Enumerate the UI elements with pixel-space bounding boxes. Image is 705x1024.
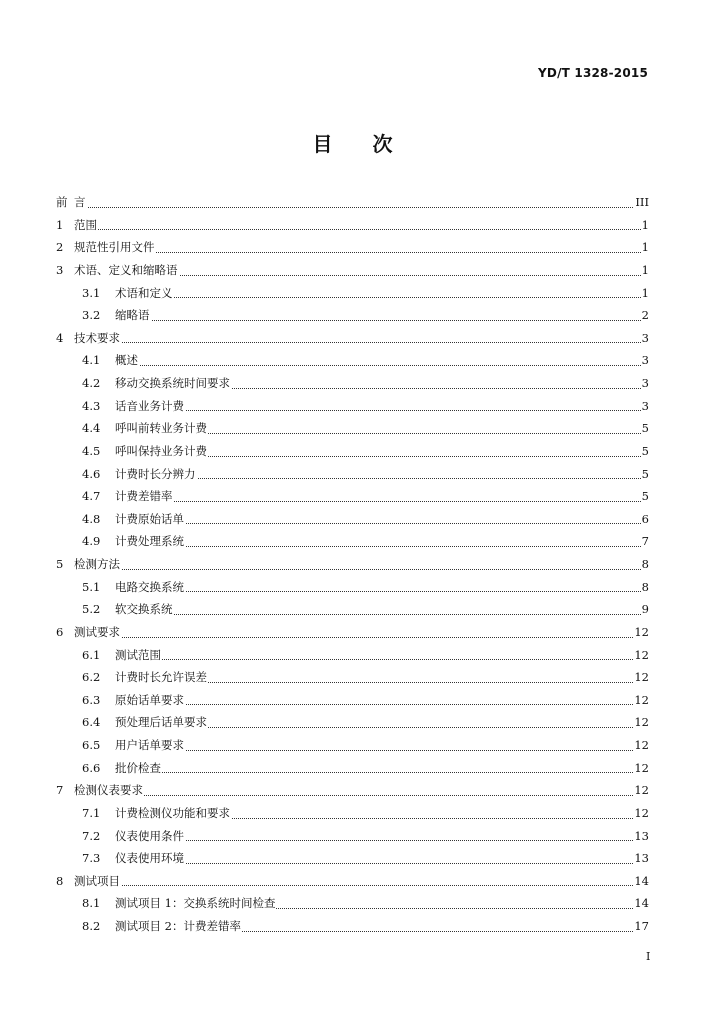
- toc-entry[interactable]: [56, 530, 649, 553]
- toc-entry-number: 3.1: [82, 285, 101, 300]
- toc-entry-heading: [56, 670, 208, 684]
- toc-entry-label: 呼叫保持业务计费: [115, 443, 207, 458]
- toc-entry[interactable]: [56, 395, 649, 418]
- toc-entry[interactable]: [56, 621, 649, 644]
- dot-leader: [56, 568, 649, 570]
- toc-entry[interactable]: [56, 191, 649, 214]
- toc-entry[interactable]: [56, 282, 649, 305]
- toc-entry-number: 3: [56, 262, 64, 277]
- toc-entry-page: 5: [641, 417, 649, 440]
- toc-entry-label: 言: [74, 195, 86, 209]
- dot-leader: [56, 228, 649, 230]
- toc-entry-heading: [56, 648, 162, 662]
- toc-entry-page: 1: [641, 259, 649, 282]
- toc-entry-page: 5: [641, 485, 649, 508]
- toc-entry-label: 计费差错率: [115, 489, 173, 504]
- toc-entry-label: 规范性引用文件: [74, 240, 155, 255]
- toc-entry-page: 3: [641, 327, 649, 350]
- toc-entry[interactable]: [56, 327, 649, 350]
- toc-entry-heading: [56, 263, 179, 277]
- toc-entry-number: 6: [56, 624, 64, 639]
- toc-entry-number: 4.2: [82, 376, 101, 390]
- toc-entry-page: 3: [641, 349, 649, 372]
- toc-entry-page: 1: [641, 236, 649, 259]
- dot-leader: [56, 364, 649, 366]
- toc-entry-label: 话音业务计费: [115, 398, 184, 413]
- toc-entry-label: 测试项目 2：计费差错率: [115, 919, 241, 933]
- toc-entry[interactable]: [56, 485, 649, 508]
- toc-entry-number: 5: [56, 557, 64, 571]
- toc-entry-heading: [56, 331, 121, 345]
- toc-entry[interactable]: [56, 711, 649, 734]
- toc-entry[interactable]: [56, 349, 649, 372]
- toc-entry-heading: [56, 874, 121, 888]
- page-title-part1: 目: [312, 132, 333, 156]
- toc-entry-heading: [56, 444, 208, 458]
- toc-entry[interactable]: [56, 372, 649, 395]
- toc-entry-heading: [56, 308, 151, 322]
- toc-entry-label: 检测方法: [74, 557, 120, 571]
- toc-entry-page: 12: [633, 689, 649, 712]
- toc-entry-heading: [56, 851, 185, 865]
- toc-entry-label: 软交换系统: [115, 602, 173, 617]
- toc-entry-label: 计费检测仪功能和要求: [115, 805, 230, 820]
- toc-entry-heading: [56, 896, 276, 910]
- toc-entry[interactable]: [56, 870, 649, 893]
- dot-leader: [56, 636, 649, 638]
- toc-entry-heading: [56, 534, 185, 548]
- toc-entry-label: 计费时长允许误差: [115, 670, 207, 685]
- toc-entry[interactable]: [56, 915, 649, 938]
- toc-entry[interactable]: [56, 508, 649, 531]
- toc-entry[interactable]: [56, 440, 649, 463]
- toc-entry-heading: [56, 783, 144, 797]
- toc-entry-page: 3: [641, 372, 649, 395]
- toc-entry-label: 术语和定义: [115, 285, 173, 300]
- toc-entry-label: 呼叫前转业务计费: [115, 421, 207, 436]
- toc-entry-heading: [56, 218, 98, 232]
- toc-entry-label: 仪表使用条件: [115, 828, 184, 843]
- toc-entry[interactable]: [56, 214, 649, 237]
- page-number: I: [646, 950, 651, 963]
- toc-entry-label: 技术要求: [74, 330, 120, 345]
- toc-entry-label: 测试项目: [74, 873, 120, 888]
- toc-entry[interactable]: [56, 847, 649, 870]
- toc-entry[interactable]: [56, 666, 649, 689]
- toc-entry-page: III: [634, 191, 649, 214]
- dot-leader: [56, 884, 649, 886]
- toc-entry-heading: [56, 761, 162, 775]
- toc-entry-heading: [56, 602, 174, 616]
- toc-entry-page: 12: [633, 644, 649, 667]
- toc-entry-label: 计费时长分辨力: [115, 466, 196, 481]
- toc-entry-number: 7: [56, 783, 64, 798]
- toc-entry-page: 12: [633, 757, 649, 780]
- toc-entry[interactable]: [56, 304, 649, 327]
- toc-entry[interactable]: [56, 757, 649, 780]
- toc-entry[interactable]: [56, 802, 649, 825]
- toc-entry-page: 5: [641, 440, 649, 463]
- toc-entry-heading: [56, 738, 185, 752]
- toc-entry-heading: [56, 353, 139, 367]
- toc-entry-page: 2: [641, 304, 649, 327]
- toc-entry-heading: [56, 421, 208, 435]
- dot-leader: [56, 341, 649, 343]
- toc-entry-label: 缩略语: [115, 308, 150, 323]
- toc-entry-number: 4.3: [82, 398, 101, 413]
- toc-entry-heading: [56, 376, 231, 390]
- toc-entry-heading: [56, 286, 174, 300]
- toc-entry-number: 6.5: [82, 738, 101, 752]
- toc-entry-page: 17: [633, 915, 649, 938]
- toc-entry-heading: [56, 715, 208, 729]
- toc-entry-heading: [56, 557, 121, 571]
- toc-entry-page: 14: [633, 892, 649, 915]
- toc-entry-heading: [56, 240, 156, 254]
- toc-entry-page: 13: [633, 847, 649, 870]
- toc-entry-heading: [56, 489, 174, 503]
- toc-entry-page: 5: [641, 463, 649, 486]
- dot-leader: [56, 206, 649, 208]
- toc-entry-page: 12: [633, 734, 649, 757]
- toc-entry-heading: [56, 195, 87, 209]
- toc-entry-number: 4.6: [82, 466, 101, 481]
- toc-entry-heading: [56, 806, 231, 820]
- toc-entry-label: 测试要求: [74, 624, 120, 639]
- page-title-part2: 次: [372, 132, 393, 156]
- table-of-contents: [56, 191, 649, 938]
- toc-entry-heading: [56, 399, 185, 413]
- toc-entry-number: 8.2: [82, 919, 101, 933]
- toc-entry-label: 测试项目 1：交换系统时间检查: [115, 896, 276, 911]
- toc-entry[interactable]: [56, 779, 649, 802]
- toc-entry-heading: [56, 693, 185, 707]
- toc-entry-page: 8: [641, 553, 649, 576]
- toc-entry-label: 范围: [74, 217, 97, 232]
- toc-entry-label: 检测仪表要求: [74, 783, 143, 798]
- toc-entry-number: 6.2: [82, 670, 101, 685]
- toc-entry-heading: [56, 512, 185, 526]
- toc-entry[interactable]: [56, 734, 649, 757]
- toc-entry-number: 4: [56, 330, 64, 345]
- toc-entry-page: 1: [641, 282, 649, 305]
- toc-entry-page: 1: [641, 214, 649, 237]
- toc-entry-number: 2: [56, 240, 64, 255]
- toc-entry-number: 4.9: [82, 534, 101, 549]
- toc-entry[interactable]: [56, 576, 649, 599]
- dot-leader: [56, 794, 649, 796]
- toc-entry-heading: [56, 829, 185, 843]
- toc-entry-heading: [56, 625, 121, 639]
- toc-entry-label: 原始话单要求: [115, 692, 184, 707]
- toc-entry[interactable]: [56, 892, 649, 915]
- toc-entry-number: 6.6: [82, 760, 101, 775]
- toc-entry-page: 14: [633, 870, 649, 893]
- toc-entry-number: 7.3: [82, 851, 101, 866]
- toc-entry-number: 4.8: [82, 511, 101, 526]
- toc-entry-number: 6.4: [82, 715, 101, 730]
- toc-entry-label: 电路交换系统: [115, 579, 184, 594]
- toc-entry[interactable]: [56, 417, 649, 440]
- toc-entry-label: 计费原始话单: [115, 511, 184, 526]
- toc-entry[interactable]: [56, 236, 649, 259]
- toc-entry-number: 8: [56, 873, 64, 888]
- toc-entry-page: 9: [641, 598, 649, 621]
- toc-entry-heading: [56, 580, 185, 594]
- standard-number: YD/T 1328-2015: [538, 66, 648, 80]
- toc-entry-page: 13: [633, 825, 649, 848]
- toc-entry-label: 用户话单要求: [115, 738, 184, 752]
- toc-entry-number: 4.7: [82, 489, 101, 504]
- toc-entry-label: 移动交换系统时间要求: [115, 376, 230, 390]
- toc-entry-page: 3: [641, 395, 649, 418]
- toc-entry-label: 概述: [115, 353, 138, 368]
- toc-entry[interactable]: [56, 644, 649, 667]
- toc-entry-number: 8.1: [82, 896, 101, 911]
- toc-entry[interactable]: [56, 598, 649, 621]
- toc-entry-number: 6.3: [82, 692, 101, 707]
- toc-entry[interactable]: [56, 463, 649, 486]
- toc-entry-number: 5.1: [82, 579, 101, 594]
- toc-entry-page: 12: [633, 621, 649, 644]
- toc-entry-number: 1: [56, 217, 64, 232]
- toc-entry-page: 12: [633, 802, 649, 825]
- toc-entry-page: 12: [633, 666, 649, 689]
- toc-entry-number: 6.1: [82, 647, 101, 662]
- toc-entry-page: 7: [641, 530, 649, 553]
- toc-entry-number: 4.4: [82, 421, 101, 436]
- toc-entry-number: 前: [56, 195, 68, 209]
- toc-entry-label: 测试范围: [115, 647, 161, 662]
- toc-entry-page: 8: [641, 576, 649, 599]
- toc-entry[interactable]: [56, 553, 649, 576]
- toc-entry-page: 12: [633, 711, 649, 734]
- page-title: [0, 128, 705, 157]
- toc-entry-label: 批价检查: [115, 760, 161, 775]
- toc-entry-number: 4.1: [82, 353, 101, 368]
- toc-entry-label: 计费处理系统: [115, 534, 184, 549]
- toc-entry-number: 3.2: [82, 308, 101, 323]
- toc-entry-number: 7.2: [82, 828, 101, 843]
- toc-entry-page: 6: [641, 508, 649, 531]
- toc-entry-number: 7.1: [82, 805, 101, 820]
- toc-entry-heading: [56, 919, 242, 933]
- toc-entry[interactable]: [56, 825, 649, 848]
- toc-entry-label: 仪表使用环境: [115, 851, 184, 866]
- toc-entry[interactable]: [56, 689, 649, 712]
- toc-entry-number: 4.5: [82, 443, 101, 458]
- toc-entry-heading: [56, 467, 197, 481]
- toc-entry-number: 5.2: [82, 602, 101, 617]
- toc-entry-label: 术语、定义和缩略语: [74, 262, 178, 277]
- toc-entry[interactable]: [56, 259, 649, 282]
- toc-entry-label: 预处理后话单要求: [115, 715, 207, 730]
- toc-entry-page: 12: [633, 779, 649, 802]
